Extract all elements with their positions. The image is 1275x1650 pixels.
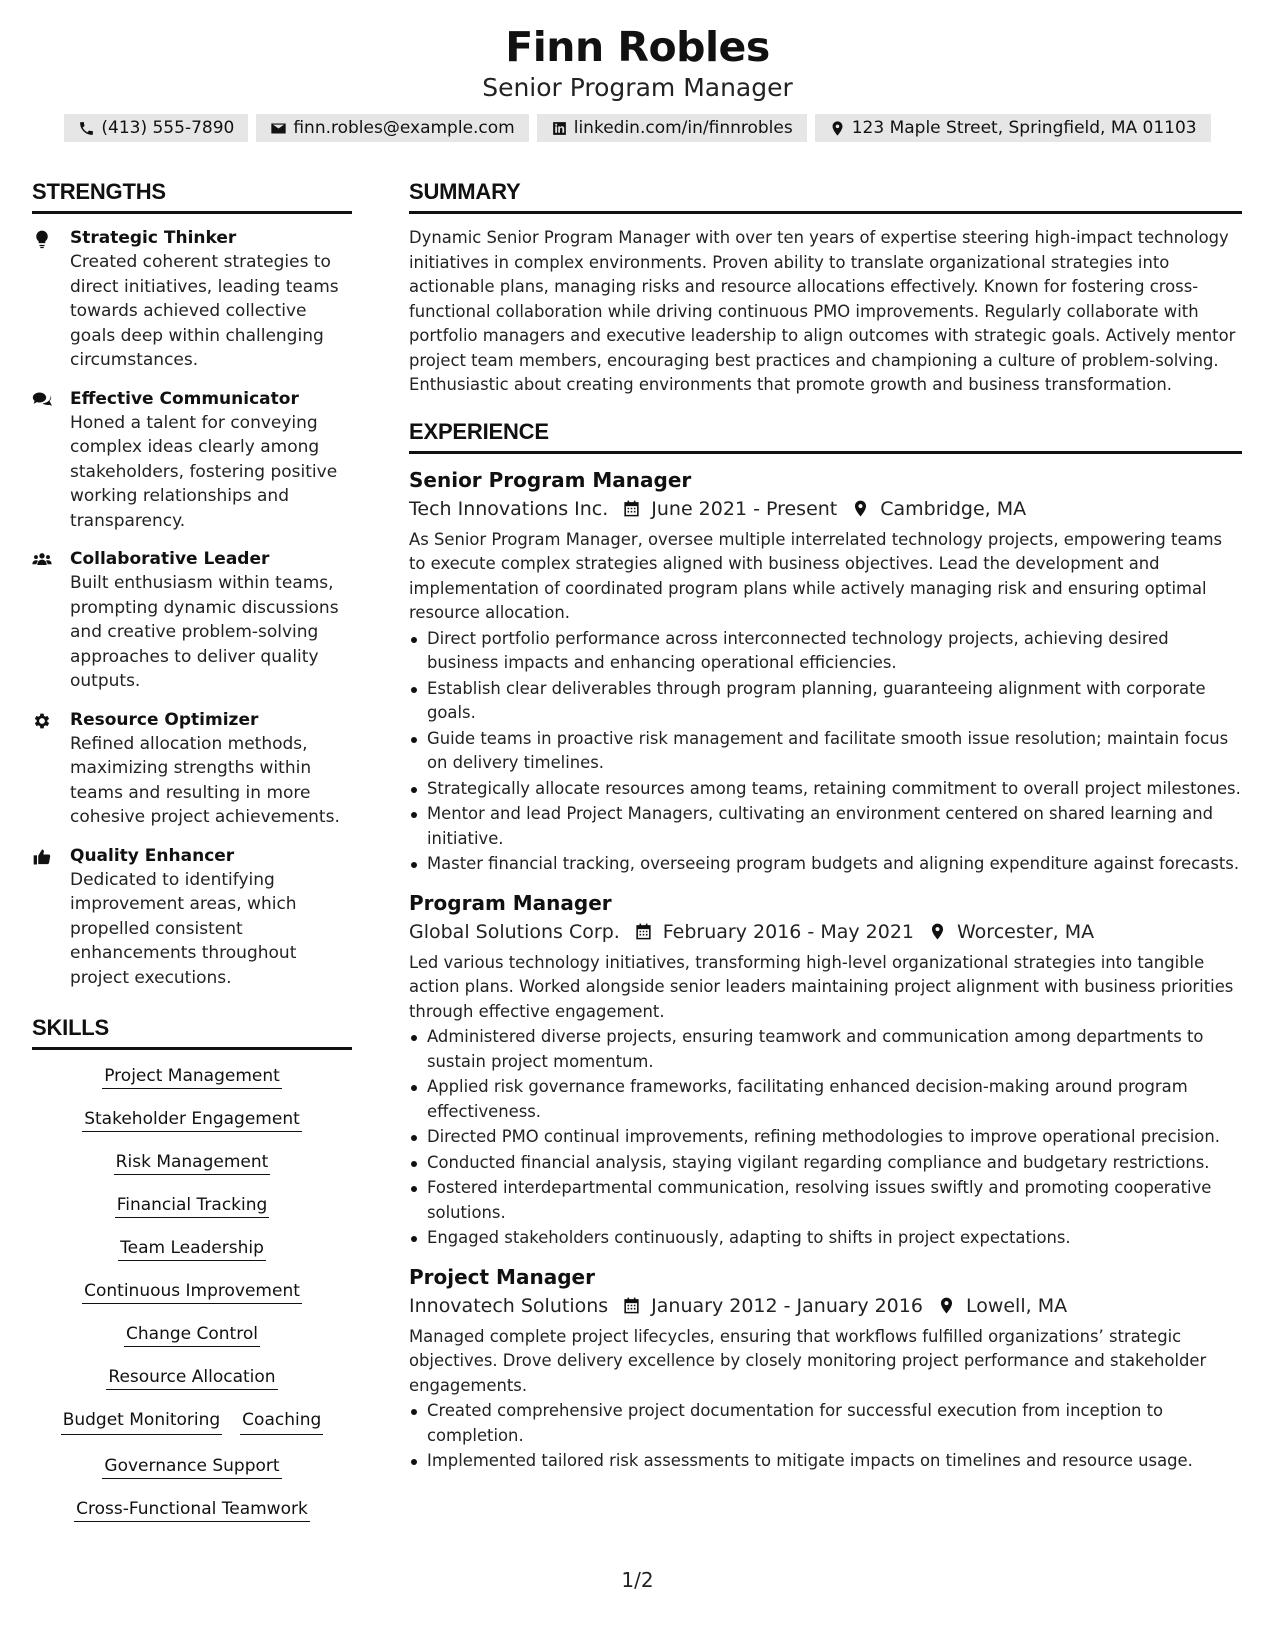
job-bullet: Direct portfolio performance across interconnected technology projects, achieving desired business impacts and enhancing operational efficiencies.: [409, 627, 1242, 676]
skill-tag: Cross-Functional Teamwork: [74, 1499, 310, 1522]
job-dates: June 2021 - Present: [651, 497, 838, 520]
job-meta: [409, 1291, 1242, 1321]
strength-item: [32, 708, 352, 830]
contact-phone[interactable]: [64, 114, 248, 142]
job-entry: [409, 889, 1242, 1251]
skill-tag: Project Management: [102, 1066, 282, 1089]
contact-email-text: finn.robles@example.com: [293, 118, 515, 138]
strength-description: Created coherent strategies to direct initiatives, leading teams towards achieved collective goals deep within challenging circumstances.: [70, 252, 339, 370]
job-meta: [409, 494, 1242, 524]
job-bullet: Strategically allocate resources among teams, retaining commitment to overall project milestones.: [409, 777, 1242, 802]
contact-email[interactable]: [256, 114, 528, 142]
strength-description: Honed a talent for conveying complex ideas clearly among stakeholders, fostering positive working relationships and transparency.: [70, 412, 338, 531]
map-marker-icon: [851, 499, 870, 518]
job-bullet: Implemented tailored risk assessments to mitigate impacts on timelines and resource usage.: [409, 1449, 1242, 1474]
skill-tag: Change Control: [124, 1324, 260, 1347]
right-column: [409, 178, 1242, 1486]
job-bullet: Created comprehensive project documentation for successful execution from inception to completion.: [409, 1399, 1242, 1448]
skill-tag: Budget Monitoring: [61, 1408, 222, 1435]
calendar-icon: [622, 1296, 641, 1315]
job-bullet: Engaged stakeholders continuously, adapting to shifts in project expectations.: [409, 1226, 1242, 1251]
strength-description: Built enthusiasm within teams, prompting dynamic discussions and creative problem-solving approaches to deliver quality outputs.: [70, 573, 339, 691]
skill-tag: Resource Allocation: [106, 1367, 277, 1390]
contact-linkedin-text: linkedin.com/in/finnrobles: [573, 118, 793, 138]
strength-title: Quality Enhancer: [70, 845, 235, 866]
map-marker-icon: [937, 1296, 956, 1315]
envelope-icon: [270, 120, 287, 137]
strength-title: Strategic Thinker: [70, 228, 237, 248]
comments-icon: [32, 390, 52, 410]
job-title: Program Manager: [409, 890, 612, 915]
job-location: Cambridge, MA: [880, 497, 1027, 520]
contact-address-text: 123 Maple Street, Springfield, MA 01103: [851, 118, 1197, 138]
skill-tag: Financial Tracking: [115, 1195, 270, 1218]
experience-heading: EXPERIENCE: [409, 418, 1242, 454]
strength-title: Collaborative Leader: [70, 549, 270, 569]
strength-description: Refined allocation methods, maximizing strengths within teams and resulting in more cohesive project achievements.: [70, 733, 340, 827]
calendar-icon: [622, 499, 641, 518]
skills-list: [32, 1062, 352, 1540]
contact-bar: [0, 114, 1275, 142]
job-bullet: Mentor and lead Project Managers, cultivating an environment centered on shared learning and initiative.: [409, 802, 1242, 851]
job-dates: January 2012 - January 2016: [651, 1294, 923, 1317]
thumbs-up-icon: [32, 847, 52, 867]
skill-tag: Risk Management: [114, 1152, 271, 1175]
resume-header: [0, 22, 1275, 104]
job-entry: [409, 1263, 1242, 1474]
linkedin-icon: [551, 120, 568, 137]
job-bullet: Directed PMO continual improvements, refining methodologies to improve operational precision.: [409, 1125, 1242, 1150]
job-bullet: Master financial tracking, overseeing program budgets and aligning expenditure against forecasts.: [409, 852, 1242, 877]
job-title: Senior Program Manager: [409, 467, 692, 492]
skill-tag: Governance Support: [102, 1456, 281, 1479]
strengths-heading: STRENGTHS: [32, 178, 352, 214]
contact-address: [815, 114, 1211, 142]
skills-heading: SKILLS: [32, 1014, 352, 1050]
strength-item: [32, 226, 352, 373]
strength-title: Resource Optimizer: [70, 709, 259, 730]
strength-description: Dedicated to identifying improvement areas, which propelled consistent enhancements throughout project executions.: [70, 869, 297, 988]
candidate-title: Senior Program Manager: [482, 73, 793, 102]
job-location: Lowell, MA: [965, 1294, 1068, 1317]
contact-linkedin[interactable]: [537, 114, 807, 142]
job-bullet: Establish clear deliverables through program planning, guaranteeing alignment with corporate goals.: [409, 677, 1242, 726]
left-column: [32, 178, 352, 1540]
job-company: Global Solutions Corp.: [409, 920, 620, 943]
job-bullet: Applied risk governance frameworks, facilitating enhanced decision-making around program effectiveness.: [409, 1075, 1242, 1124]
map-marker-icon: [829, 120, 846, 137]
job-bullet: Fostered interdepartmental communication, resolving issues swiftly and promoting cooperative solutions.: [409, 1176, 1242, 1225]
job-bullet: Conducted financial analysis, staying vigilant regarding compliance and budgetary restrictions.: [409, 1151, 1242, 1176]
users-icon: [32, 550, 52, 570]
job-description: Managed complete project lifecycles, ensuring that workflows fulfilled organizations’ strategic objectives. Drove delivery excellence by closely monitoring project performance and stakeholder engagements.: [409, 1326, 1207, 1395]
strength-item: [32, 547, 352, 694]
job-entry: [409, 466, 1242, 877]
job-description: As Senior Program Manager, oversee multiple interrelated technology projects, empowering teams to execute complex strategies aligned with business objectives. Lead the development and implementation of coordinated program plans while actively managing risk and ensuring optimal resource allocation.: [409, 529, 1223, 622]
job-location: Worcester, MA: [957, 920, 1095, 943]
job-dates: February 2016 - May 2021: [662, 920, 914, 943]
calendar-icon: [634, 922, 653, 941]
skill-tag: Continuous Improvement: [82, 1281, 302, 1304]
skill-tag: Stakeholder Engagement: [82, 1109, 302, 1132]
map-marker-icon: [928, 922, 947, 941]
summary-text: Dynamic Senior Program Manager with over ten years of expertise steering high-impact technology initiatives in complex environments. Proven ability to translate organizational strategies into actionable plans, managing risks and resource allocations effectively. Known for fostering cross-functional collaboration while driving continuous PMO improvements. Regularly collaborate with portfolio managers and executive leadership to align outcomes with strategic goals. Actively mentor project team members, encouraging best practices and championing a culture of problem-solving. Enthusiastic about creating environments that promote growth and business transformation.: [409, 228, 1236, 394]
job-description: Led various technology initiatives, transforming high-level organizational strategies into tangible action plans. Worked alongside senior leaders maintaining project alignment with business priorities through effective engagement.: [409, 952, 1234, 1021]
strength-title: Effective Communicator: [70, 388, 299, 409]
phone-icon: [78, 120, 95, 137]
strength-item: [32, 844, 352, 991]
skill-tag: Team Leadership: [118, 1238, 266, 1261]
page-number: 1/2: [621, 1568, 654, 1592]
job-company: Tech Innovations Inc.: [409, 497, 609, 520]
job-bullet: Guide teams in proactive risk management and facilitate smooth issue resolution; maintain focus on delivery timelines.: [409, 727, 1242, 776]
job-company: Innovatech Solutions: [409, 1294, 609, 1317]
job-bullets: [409, 1025, 1242, 1251]
lightbulb-icon: [32, 229, 52, 249]
job-meta: [409, 917, 1242, 947]
job-bullets: [409, 1399, 1242, 1474]
strength-item: [32, 387, 352, 534]
job-bullet: Administered diverse projects, ensuring teamwork and communication among departments to sustain project momentum.: [409, 1025, 1242, 1074]
candidate-name: Finn Robles: [505, 23, 770, 71]
job-title: Project Manager: [409, 1264, 595, 1289]
skill-tag: Coaching: [240, 1408, 323, 1435]
contact-phone-text: (413) 555-7890: [101, 118, 235, 138]
cog-icon: [32, 711, 52, 731]
summary-heading: SUMMARY: [409, 178, 1242, 214]
job-bullets: [409, 627, 1242, 877]
